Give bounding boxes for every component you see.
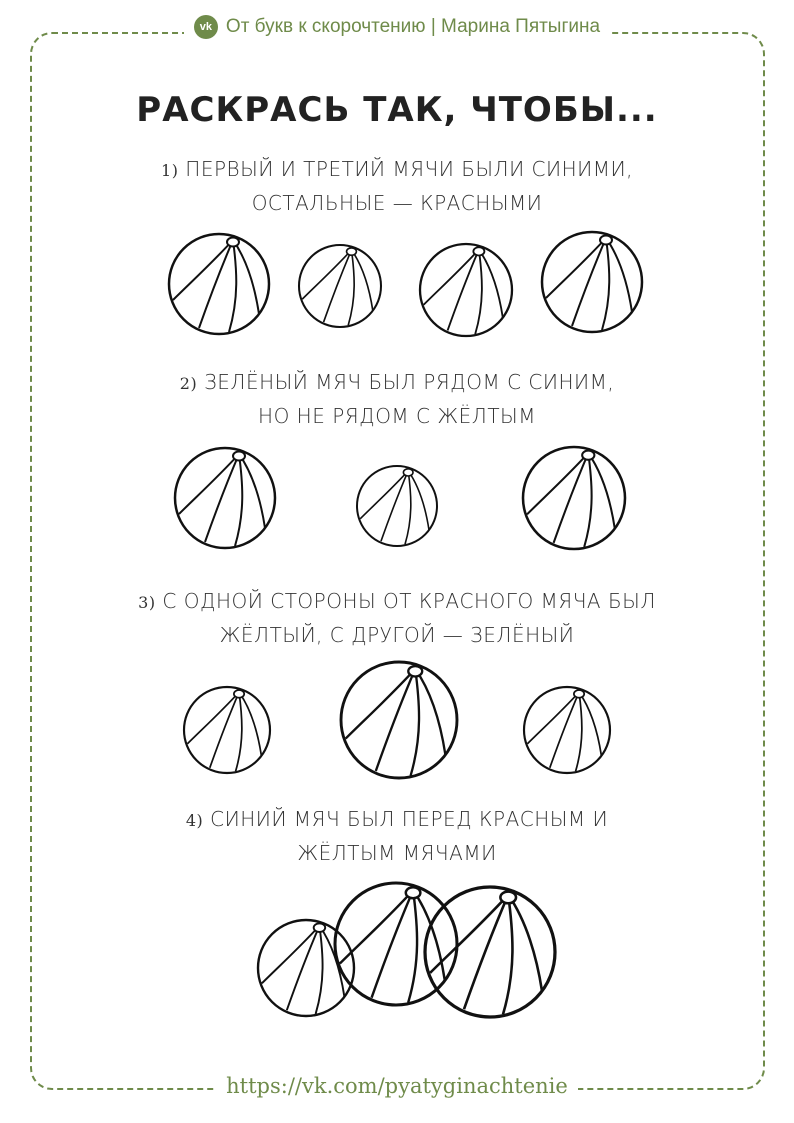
footer-url-text[interactable]: https://vk.com/pyatyginachtenie — [216, 1074, 578, 1098]
task-1-number: 1) — [161, 161, 179, 180]
task-3-number: 3) — [138, 593, 156, 612]
task-4-balls — [0, 880, 794, 1030]
ball-icon[interactable] — [184, 687, 270, 773]
task-2-balls — [0, 436, 794, 556]
task-1-balls — [0, 222, 794, 342]
task-2-line1: ЗЕЛЁНЫЙ МЯЧ БЫЛ РЯДОМ С СИНИМ, — [204, 370, 615, 394]
ball-icon[interactable] — [420, 244, 512, 336]
ball-icon[interactable] — [357, 466, 437, 546]
task-2-line2: НО НЕ РЯДОМ С ЖЁЛТЫМ — [258, 404, 536, 428]
task-1-line1: ПЕРВЫЙ И ТРЕТИЙ МЯЧИ БЫЛИ СИНИМИ, — [185, 157, 633, 181]
task-4-line1: СИНИЙ МЯЧ БЫЛ ПЕРЕД КРАСНЫМ И — [210, 807, 609, 831]
ball-icon[interactable] — [299, 245, 381, 327]
ball-icon[interactable] — [425, 887, 555, 1017]
task-2 — [0, 366, 794, 433]
task-3-line2: ЖЁЛТЫЙ, С ДРУГОЙ — ЗЕЛЁНЫЙ — [219, 623, 575, 647]
vk-icon: vk — [194, 15, 218, 39]
ball-icon[interactable] — [524, 687, 610, 773]
ball-icon[interactable] — [169, 234, 269, 334]
author-header-text: От букв к скорочтению | Марина Пятыгина — [225, 16, 601, 37]
ball-icon[interactable] — [523, 447, 625, 549]
ball-icon[interactable] — [341, 662, 457, 778]
task-2-number: 2) — [179, 374, 198, 393]
author-header — [0, 14, 794, 39]
task-3-line1: С ОДНОЙ СТОРОНЫ ОТ КРАСНОГО МЯЧА БЫЛ — [162, 589, 656, 613]
task-4 — [0, 803, 794, 870]
task-1-line2: ОСТАЛЬНЫЕ — КРАСНЫМИ — [251, 191, 543, 215]
page-title: РАСКРАСЬ ТАК, ЧТОБЫ... — [136, 90, 658, 130]
task-3-balls — [0, 660, 794, 790]
task-1 — [0, 153, 794, 220]
ball-icon[interactable] — [175, 448, 275, 548]
footer-url[interactable] — [0, 1074, 794, 1098]
task-4-number: 4) — [185, 811, 204, 830]
task-3 — [0, 585, 794, 652]
ball-icon[interactable] — [542, 232, 642, 332]
task-4-line2: ЖЁЛТЫМ МЯЧАМИ — [297, 841, 497, 865]
